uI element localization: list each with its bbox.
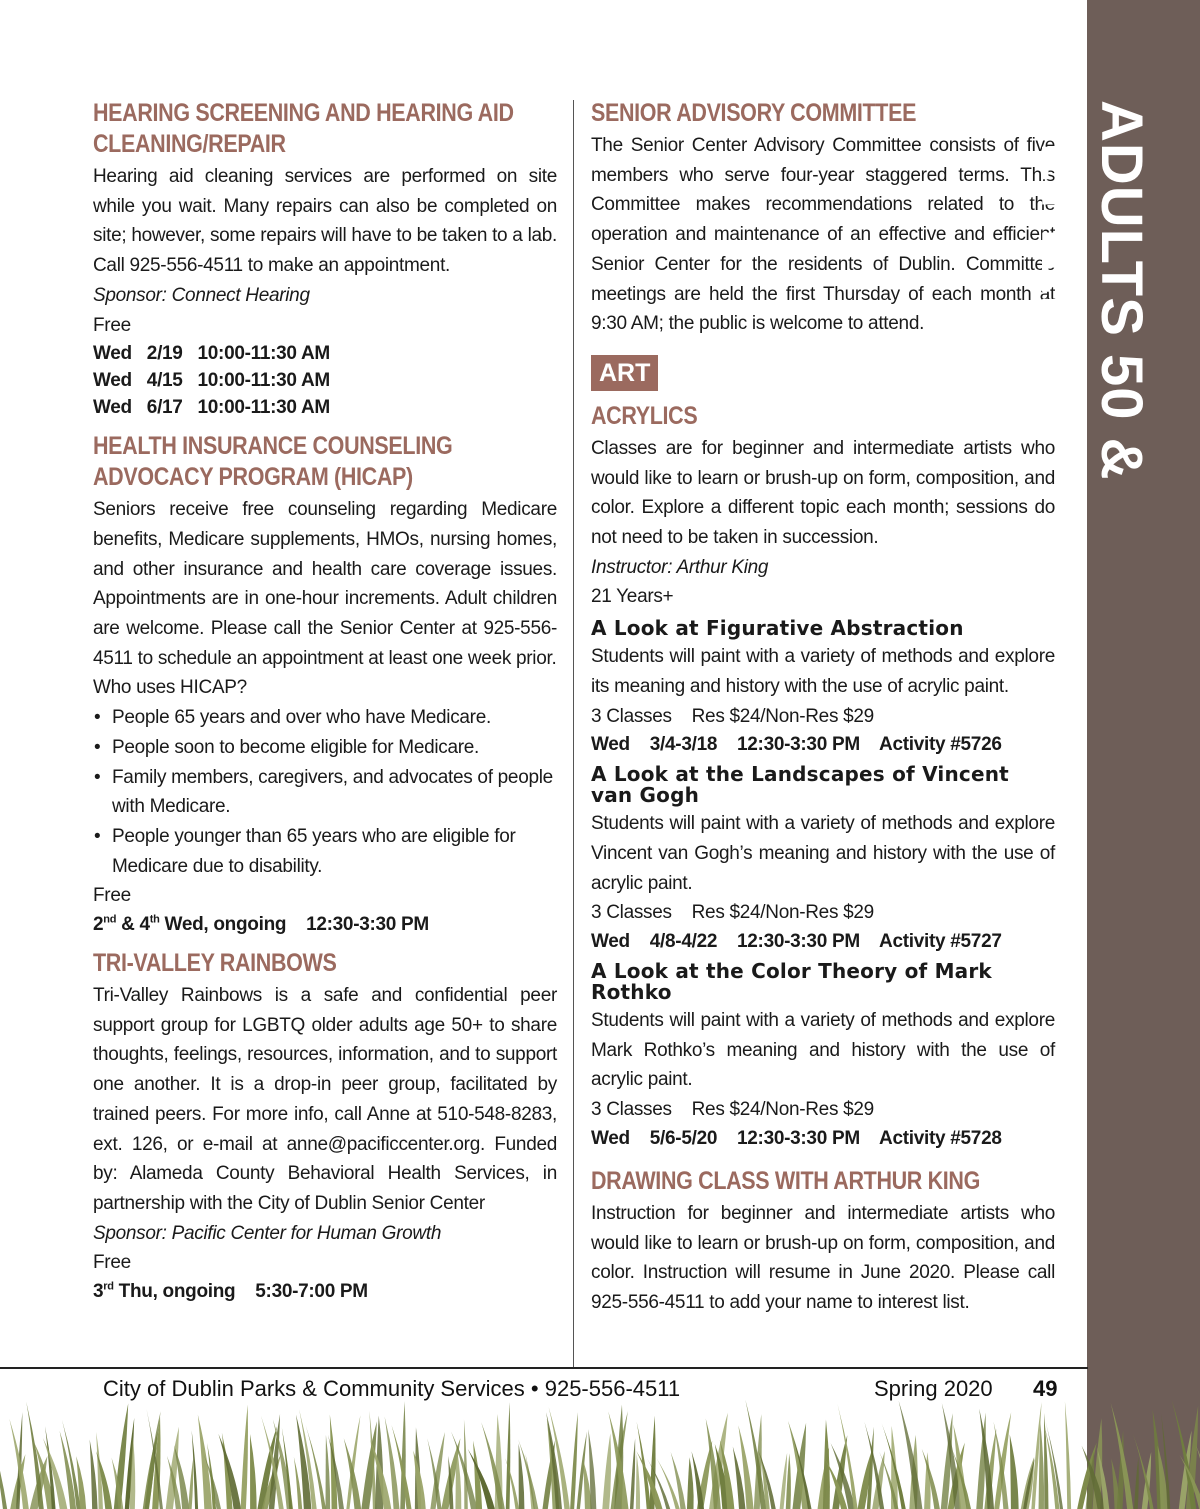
- rainbows-description: Tri-Valley Rainbows is a safe and confidential peer support group for LGBTQ older adults age 50+ to share thoughts, feelings, resources, information, and to support one another. It is a drop-in peer group, facilitated by trained peers. For more info, call Anne at 510-548-8283, ext. 126, or e-mail at anne@pacificcenter.org. Funded by: Alameda County Behavioral Health Services, in partnership with the City of Dublin Senior Center: [93, 985, 557, 1214]
- class-title: A Look at the Landscapes of Vincent van Gogh: [591, 762, 1009, 808]
- footer-organization: City of Dublin Parks & Community Services • 925-556-4511: [103, 1376, 681, 1401]
- grass-blade: [241, 1405, 248, 1509]
- grass-blade: [464, 1419, 468, 1509]
- grass-blade: [1065, 1401, 1071, 1509]
- rainbows-sponsor: Sponsor: Pacific Center for Human Growth: [93, 1222, 442, 1244]
- column-divider: [573, 100, 574, 1368]
- class-schedule: Wed 5/6-5/20 12:30-3:30 PM Activity #5728: [591, 1127, 1002, 1149]
- hearing-sponsor: Sponsor: Connect Hearing: [93, 284, 310, 306]
- grass-blade: [250, 1434, 257, 1509]
- class-schedule: Wed 3/4-3/18 12:30-3:30 PM Activity #5726: [591, 734, 1002, 756]
- class-fee: 3 Classes Res $24/Non-Res $29: [591, 1099, 874, 1121]
- class-title: A Look at the Color Theory of Mark Rothko: [591, 959, 992, 1005]
- grass-blade: [780, 1453, 787, 1509]
- hearing-title: HEARING SCREENING AND HEARING AID CLEANING/REPAIR: [93, 99, 514, 158]
- grass-blade: [671, 1452, 686, 1509]
- grass-blade: [687, 1457, 694, 1509]
- class-item: [591, 618, 1055, 758]
- rainbows-title: TRI-VALLEY RAINBOWS: [93, 949, 337, 978]
- hearing-schedule-1: Wed 2/19 10:00-11:30 AM: [93, 343, 330, 365]
- class-item: [591, 961, 1055, 1152]
- grass-blade: [0, 1425, 7, 1509]
- hicap-section: [93, 431, 557, 938]
- acrylics-instructor: Instructor: Arthur King: [591, 556, 769, 578]
- sidebar-title: ADULTS 50 & BETTER: [1029, 100, 1154, 481]
- advisory-title: SENIOR ADVISORY COMMITTEE: [591, 99, 917, 127]
- grass-blade: [636, 1454, 640, 1509]
- class-fee: 3 Classes Res $24/Non-Res $29: [591, 902, 874, 924]
- hicap-fee: Free: [93, 885, 131, 907]
- hearing-section: [93, 98, 557, 421]
- class-item: [591, 764, 1055, 955]
- grass-blade: [326, 1435, 331, 1509]
- hearing-description: Hearing aid cleaning services are performed on site while you wait. Many repairs can also be completed on site; however, some repairs will have to be taken to a lab. Call 925-556-4511 to make an appointment.: [93, 166, 557, 277]
- grass-blade: [188, 1459, 193, 1509]
- art-category-badge: ART: [591, 355, 658, 391]
- advisory-description: The Senior Center Advisory Committee consists of five members who serve four-year staggered terms. This Committee makes recommendations related to the operation and maintenance of an effective and efficient Senior Center for the residents of Dublin. Committee meetings are held the first Thursday of each month at 9:30 AM; the public is welcome to attend.: [591, 135, 1055, 335]
- acrylics-age: 21 Years+: [591, 586, 674, 608]
- grass-blade: [570, 1412, 578, 1509]
- class-schedule: Wed 4/8-4/22 12:30-3:30 PM Activity #5727: [591, 931, 1002, 953]
- hicap-question: Who uses HICAP?: [93, 677, 247, 699]
- hicap-schedule: 2nd & 4th Wed, ongoing 12:30-3:30 PM: [93, 913, 429, 936]
- grass-blade: [1044, 1413, 1048, 1509]
- class-fee: 3 Classes Res $24/Non-Res $29: [591, 705, 874, 727]
- hicap-bullet-list: [93, 703, 557, 881]
- acrylics-description: Classes are for beginner and intermediate artists who would like to learn or brush-up on form, composition, and color. Explore a different topic each month; sessions do not need to be taken in succession.: [591, 437, 1055, 549]
- list-item: • People 65 years and over who have Medicare.: [94, 707, 491, 729]
- drawing-section: [591, 1166, 1055, 1318]
- hicap-description: Seniors receive free counseling regarding Medicare benefits, Medicare supplements, HMOs, nursing homes, and other insurance and health care coverage issues. Appointments are in one-hour increments. Adult children are welcome. Please call the Senior Center at 925-556-4511 to schedule an appointment at least one week prior.: [93, 499, 557, 669]
- grass-blade: [602, 1433, 611, 1509]
- class-description: Students will paint with a variety of methods and explore Vincent van Gogh’s meaning and history with the use of acrylic paint.: [591, 813, 1055, 894]
- advisory-section: [591, 98, 1055, 339]
- list-item: • People younger than 65 years who are eligible for Medicare due to disability.: [94, 825, 516, 877]
- class-description: Students will paint with a variety of methods and explore Mark Rothko’s meaning and history with the use of acrylic paint.: [591, 1010, 1055, 1091]
- footer-rule: [0, 1367, 1088, 1369]
- drawing-description: Instruction for beginner and intermediate artists who would like to learn or brush-up on form, composition, and color. Instruction will resume in June 2020. Please call 925-556-4511 to add your name to interest list.: [591, 1202, 1055, 1313]
- grass-blade: [90, 1440, 98, 1509]
- grass-blade: [506, 1402, 511, 1509]
- rainbows-section: [93, 948, 557, 1305]
- grass-blade: [630, 1438, 635, 1509]
- hearing-fee: Free: [93, 314, 131, 336]
- grass-decoration: [0, 1400, 1200, 1509]
- grass-blade: [519, 1444, 525, 1509]
- grass-blade: [1134, 1457, 1139, 1509]
- grass-blade: [344, 1438, 361, 1509]
- grass-blade: [823, 1420, 830, 1509]
- right-column: [591, 98, 1055, 1318]
- rainbows-schedule: 3rd Thu, ongoing 5:30-7:00 PM: [93, 1280, 368, 1303]
- list-item: • People soon to become eligible for Medicare.: [94, 736, 480, 758]
- hicap-title: HEALTH INSURANCE COUNSELING ADVOCACY PROGRAM (HICAP): [93, 432, 453, 492]
- left-column: [93, 98, 557, 1305]
- drawing-title: DRAWING CLASS WITH ARTHUR KING: [591, 1166, 981, 1195]
- page-number: 49: [1033, 1376, 1058, 1401]
- acrylics-title: ACRYLICS: [591, 401, 698, 430]
- grass-blade: [1010, 1434, 1019, 1509]
- acrylics-section: [591, 401, 1055, 1152]
- footer-season: Spring 2020: [874, 1376, 993, 1401]
- class-description: Students will paint with a variety of methods and explore its meaning and history with the use of acrylic paint.: [591, 646, 1055, 697]
- hearing-schedule-2: Wed 4/15 10:00-11:30 AM: [93, 370, 330, 392]
- list-item: • Family members, caregivers, and advocates of people with Medicare.: [94, 766, 553, 818]
- hearing-schedule-3: Wed 6/17 10:00-11:30 AM: [93, 397, 330, 419]
- rainbows-fee: Free: [93, 1252, 131, 1274]
- class-title: A Look at Figurative Abstraction: [591, 616, 964, 641]
